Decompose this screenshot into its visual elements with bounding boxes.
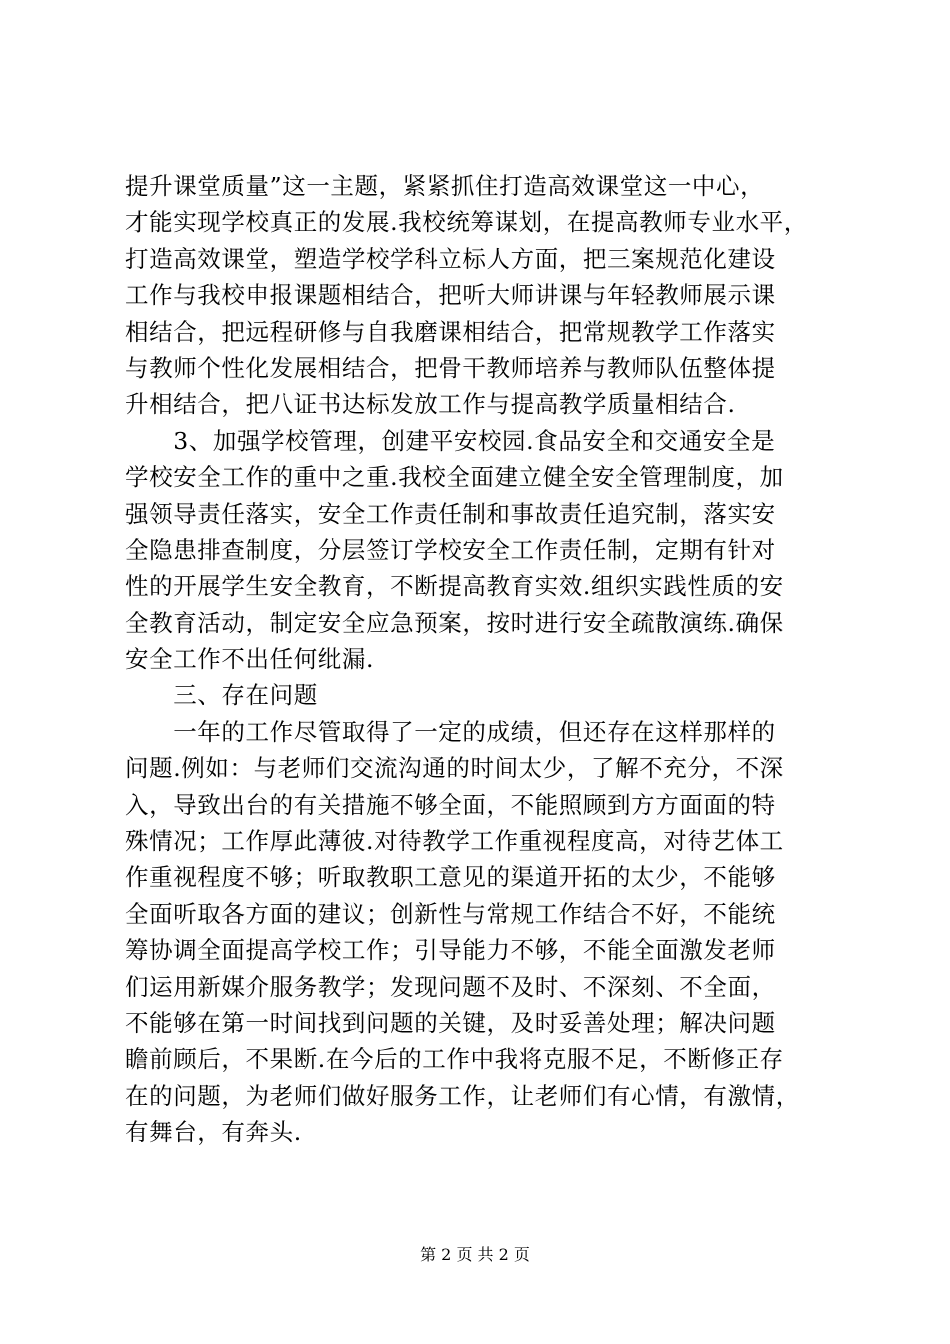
page-footer: 第 2 页 共 2 页 bbox=[420, 1245, 530, 1264]
text-line: 3、加强学校管理，创建平安校园.食品安全和交通安全是 bbox=[125, 426, 776, 455]
document-body bbox=[125, 168, 835, 1151]
text-line: 性的开展学生安全教育，不断提高教育实效.组织实践性质的安 bbox=[125, 572, 784, 601]
text-line: 们运用新媒介服务教学；发现问题不及时、不深刻、不全面， bbox=[125, 972, 776, 1001]
text-line: 入，导致出台的有关措施不够全面，不能照顾到方方面面的特 bbox=[125, 790, 776, 819]
text-line: 问题.例如：与老师们交流沟通的时间太少，了解不充分，不深 bbox=[125, 754, 784, 783]
text-line: 不能够在第一时间找到问题的关键，及时妥善处理；解决问题 bbox=[125, 1008, 776, 1037]
text-line: 与教师个性化发展相结合，把骨干教师培养与教师队伍整体提 bbox=[125, 353, 776, 382]
text-line: 有舞台，有奔头. bbox=[125, 1118, 302, 1147]
text-line: 相结合，把远程研修与自我磨课相结合，把常规教学工作落实 bbox=[125, 317, 776, 346]
text-line: 在的问题，为老师们做好服务工作，让老师们有心情，有激情， bbox=[125, 1081, 800, 1110]
text-line: 强领导责任落实，安全工作责任制和事故责任追究制，落实安 bbox=[125, 499, 776, 528]
text-line: 工作与我校申报课题相结合，把听大师讲课与年轻教师展示课 bbox=[125, 281, 776, 310]
text-line: 全面听取各方面的建议；创新性与常规工作结合不好，不能统 bbox=[125, 899, 776, 928]
text-line: 作重视程度不够；听取教职工意见的渠道开拓的太少，不能够 bbox=[125, 863, 776, 892]
text-line: 一年的工作尽管取得了一定的成绩，但还存在这样那样的 bbox=[125, 717, 776, 746]
text-line: 瞻前顾后，不果断.在今后的工作中我将克服不足，不断修正存 bbox=[125, 1045, 784, 1074]
text-line: 才能实现学校真正的发展.我校统筹谋划，在提高教师专业水平， bbox=[125, 208, 808, 237]
text-line: 安全工作不出任何纰漏. bbox=[125, 645, 375, 674]
text-line: 学校安全工作的重中之重.我校全面建立健全安全管理制度，加 bbox=[125, 463, 784, 492]
text-line: 升相结合，把八证书达标发放工作与提高教学质量相结合. bbox=[125, 390, 736, 419]
text-line: 殊情况；工作厚此薄彼.对待教学工作重视程度高，对待艺体工 bbox=[125, 827, 784, 856]
text-line: 全教育活动，制定安全应急预案，按时进行安全疏散演练.确保 bbox=[125, 608, 784, 637]
text-line: 提升课堂质量”这一主题，紧紧抓住打造高效课堂这一中心， bbox=[125, 172, 765, 200]
text-line: 全隐患排查制度，分层签订学校安全工作责任制，定期有针对 bbox=[125, 535, 776, 564]
text-line: 打造高效课堂，塑造学校学科立标人方面，把三案规范化建设 bbox=[125, 244, 776, 273]
section-heading: 三、存在问题 bbox=[125, 681, 318, 710]
text-line: 筹协调全面提高学校工作；引导能力不够，不能全面激发老师 bbox=[125, 936, 776, 965]
